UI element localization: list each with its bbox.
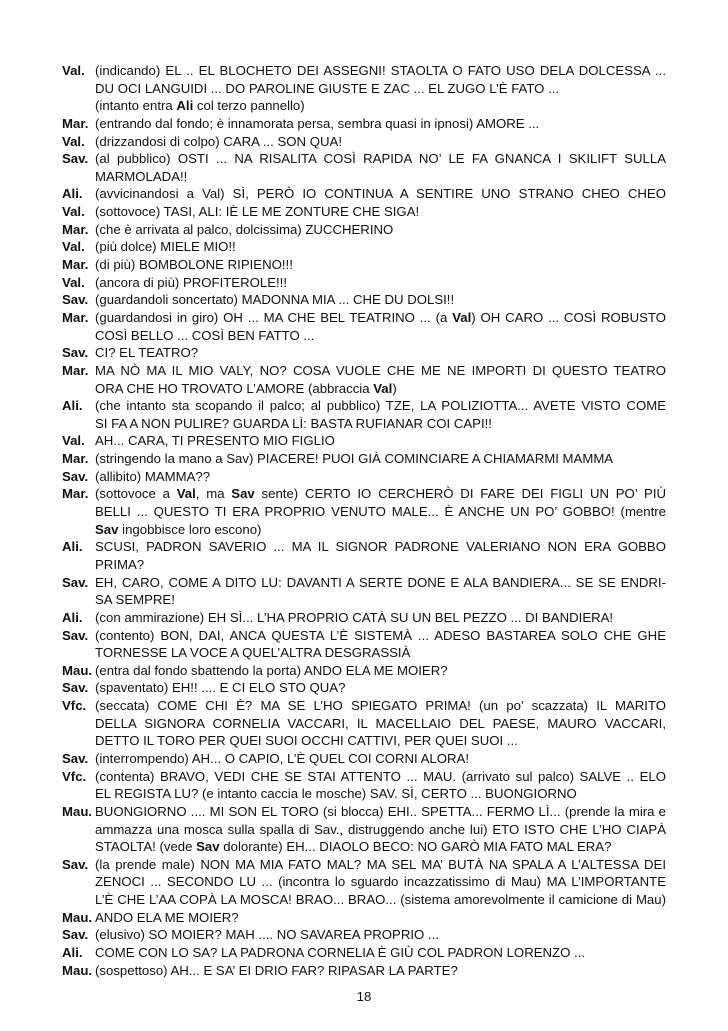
line-text: EH, CARO, COME A DITO LU: DAVANTI A SERTE DONE E ALA BANDIERA... SE SE ENDRI-	[95, 574, 666, 590]
line-text: COSÌ BELLO ... COSÌ BEN FATTO ...	[95, 327, 315, 343]
line-text: (intanto entra	[95, 98, 177, 114]
dialogue-line	[62, 133, 666, 151]
line-text: DU OCI LANGUIDI ... DO PAROLINE GIUSTE E ZAC ... EL ZUGO L’È FATO ...	[95, 80, 560, 96]
line-text: BUONGIORNO .... MI SON EL TORO (si blocca) EHI.. SPETTA... FERMO LÌ... (prende la mira e	[95, 803, 666, 819]
dialogue-line	[62, 397, 666, 415]
speaker-label: Sav.	[62, 574, 89, 590]
line-text: L’È CHE L’AA COPÀ LA MOSCA! BRAO... BRAO... (sistema amorevolmente il camicione di Mau)	[95, 892, 666, 908]
speaker-label: Val.	[62, 433, 85, 449]
line-text: sente) CERTO IO CERCHERÒ DI FARE DEI FIGLI UN PO’ PIÙ	[254, 486, 666, 502]
dialogue-line	[62, 415, 666, 433]
speaker-label: Ali.	[62, 609, 83, 625]
line-text: EL REGISTA LU? (e intanto caccia le mosche) SAV. SÌ, CERTO ... BUONGIORNO	[95, 786, 577, 802]
dialogue-line	[62, 838, 666, 856]
speaker-label: Ali.	[62, 186, 83, 202]
line-text: ammazza una mosca sulla spalla di Sav., distruggendo anche lui) ETO ISTO CHE L’HO CIAPÀ	[95, 821, 666, 837]
character-name: Sav	[196, 839, 220, 855]
line-text: ingobbisce loro escono)	[118, 521, 262, 537]
line-text: ORA CHE HO TROVATO L’AMORE (abbraccia	[95, 380, 374, 396]
dialogue-line	[62, 715, 666, 733]
line-text: (sospettoso) AH... E SA’ EI DRIO FAR? RIPASAR LA PARTE?	[95, 962, 458, 978]
dialogue-line	[62, 891, 666, 909]
dialogue-line	[62, 344, 666, 362]
speaker-label: Mau.	[62, 803, 93, 819]
line-text: DETTO IL TORO PER QUEI SUOI OCCHI CATTIVI, PER QUEI SUOI ...	[95, 733, 518, 749]
line-text: CI? EL TEATRO?	[95, 345, 199, 361]
line-text: (avvicinandosi a Val) SÌ, PERÒ IO CONTINUA A SENTIRE UNO STRANO CHEO CHEO	[95, 186, 666, 202]
line-text: col terzo pannello)	[193, 98, 305, 114]
dialogue-line	[62, 856, 666, 874]
line-text: (indicando) EL .. EL BLOCHETO DEI ASSEGNI! STAOLTA O FATO USO DELA DOLCESSA ...	[95, 63, 666, 78]
line-text: (entrando dal fondo; è innamorata persa, sembra quasi in ipnosi) AMORE ...	[95, 115, 540, 131]
dialogue-line	[62, 644, 666, 662]
speaker-label: Ali.	[62, 945, 83, 961]
dialogue-line	[62, 873, 666, 891]
dialogue-line	[62, 926, 666, 944]
line-text: (sottovoce) TASI, ALI: IÈ LE ME ZONTURE CHE SIGA!	[95, 204, 420, 220]
line-text: (elusivo) SO MOIER? MAH .... NO SAVAREA PROPRIO ...	[95, 927, 439, 943]
dialogue-line	[62, 803, 666, 821]
dialogue-line	[62, 362, 666, 380]
dialogue-line	[62, 944, 666, 962]
line-text: (con ammirazione) EH SÌ... L’HA PROPRIO CATÀ SU UN BEL PEZZO ... DI BANDIERA!	[95, 609, 614, 625]
speaker-label: Mau.	[62, 909, 93, 925]
line-text: ) OH CARO ... COSÌ ROBUSTO	[471, 309, 666, 325]
line-text: MA NÒ MA IL MIO VALY, NO? COSA VUOLE CHE ME NE IMPORTI DI QUESTO TEATRO	[95, 362, 666, 378]
line-text: PRIMA?	[95, 556, 145, 572]
dialogue-line	[62, 732, 666, 750]
speaker-label: Val.	[62, 274, 85, 290]
dialogue-line	[62, 768, 666, 786]
dialogue-line	[62, 62, 666, 80]
dialogue-line	[62, 168, 666, 186]
speaker-label: Sav.	[62, 627, 89, 643]
dialogue-line	[62, 556, 666, 574]
speaker-label: Val.	[62, 239, 85, 255]
dialogue-line	[62, 380, 666, 398]
dialogue-line	[62, 115, 666, 133]
line-text: )	[392, 380, 397, 396]
speaker-label: Mau.	[62, 962, 93, 978]
dialogue-line	[62, 150, 666, 168]
dialogue-line	[62, 591, 666, 609]
dialogue-line	[62, 962, 666, 980]
dialogue-line	[62, 450, 666, 468]
dialogue-line	[62, 256, 666, 274]
character-name: Val	[373, 380, 393, 396]
dialogue-line	[62, 274, 666, 292]
dialogue-line	[62, 432, 666, 450]
dialogue-line	[62, 609, 666, 627]
line-text: (di più) BOMBOLONE RIPIENO!!!	[95, 257, 293, 273]
dialogue-line	[62, 309, 666, 327]
speaker-label: Mar.	[62, 309, 89, 325]
line-text: (allibito) MAMMA??	[95, 468, 211, 484]
speaker-label: Sav.	[62, 680, 89, 696]
speaker-label: Mar.	[62, 451, 89, 467]
dialogue-line	[62, 221, 666, 239]
line-text: (più dolce) MIELE MIO!!	[95, 239, 236, 255]
dialogue-line	[62, 662, 666, 680]
speaker-label: Sav.	[62, 856, 89, 872]
dialogue-line	[62, 238, 666, 256]
speaker-label: Val.	[62, 204, 85, 220]
dialogue-block	[62, 62, 666, 979]
speaker-label: Vfc.	[62, 768, 87, 784]
line-text: (contento) BON, DAI, ANCA QUESTA L’È SISTEMÀ ... ADESO BASTAREA SOLO CHE GHE	[95, 627, 666, 643]
dialogue-line	[62, 468, 666, 486]
dialogue-line	[62, 203, 666, 221]
speaker-label: Sav.	[62, 345, 89, 361]
line-text: (seccata) COME CHI È? MA SE L’HO SPIEGATO PRIMA! (un po’ scazzata) IL MARITO	[95, 698, 666, 714]
speaker-label: Sav.	[62, 468, 89, 484]
speaker-label: Sav.	[62, 927, 89, 943]
dialogue-line	[62, 185, 666, 203]
dialogue-line	[62, 327, 666, 345]
line-text: (stringendo la mano a Sav) PIACERE! PUOI GIÀ COMINCIARE A CHIAMARMI MAMMA	[95, 451, 614, 467]
character-name: Val	[176, 486, 196, 502]
speaker-label: Ali.	[62, 539, 83, 555]
line-text: STAOLTA! (vede	[95, 839, 197, 855]
speaker-label: Sav.	[62, 151, 89, 167]
dialogue-line	[62, 750, 666, 768]
dialogue-line	[62, 80, 666, 98]
line-text: SA SEMPRE!	[95, 592, 175, 608]
dialogue-line	[62, 538, 666, 556]
speaker-label: Mar.	[62, 362, 89, 378]
speaker-label: Mar.	[62, 257, 89, 273]
speaker-label: Val.	[62, 63, 85, 78]
line-text: (sottovoce a	[95, 486, 177, 502]
line-text: (che è arrivata al palco, dolcissima) ZUCCHERINO	[95, 221, 394, 237]
character-name: Sav	[95, 521, 119, 537]
dialogue-line	[62, 97, 666, 115]
speaker-label: Vfc.	[62, 698, 87, 714]
line-text: (interrompendo) AH... O CAPIO, L’È QUEL COI CORNI ALORA!	[95, 750, 470, 766]
speaker-label: Val.	[62, 133, 85, 149]
line-text: (la prende male) NON MA MIA FATO MAL? MA SEL MA’ BUTÀ NA SPALA A L’ALTESSA DEI	[95, 856, 666, 872]
dialogue-line	[62, 521, 666, 539]
line-text: (entra dal fondo sbattendo la porta) ANDO ELA ME MOIER?	[95, 662, 448, 678]
line-text: SI FA A NON PULIRE? GUARDA LÌ: BASTA RUFIANAR COI CAPI!!	[95, 415, 492, 431]
speaker-label: Ali.	[62, 398, 83, 414]
speaker-label: Mar.	[62, 486, 89, 502]
character-name: Ali	[176, 98, 194, 114]
dialogue-line	[62, 503, 666, 521]
speaker-label: Mar.	[62, 115, 89, 131]
speaker-label: Mar.	[62, 221, 89, 237]
line-text: AH... CARA, TI PRESENTO MIO FIGLIO	[95, 433, 335, 449]
character-name: Val	[452, 309, 472, 325]
line-text: (drizzandosi di colpo) CARA ... SON QUA!	[95, 133, 342, 149]
line-text: , ma	[195, 486, 232, 502]
line-text: SCUSI, PADRON SAVERIO ... MA IL SIGNOR PADRONE VALERIANO NON ERA GOBBO	[95, 539, 666, 555]
line-text: ANDO ELA ME MOIER?	[95, 909, 239, 925]
line-text: ZENOCI ... SECONDO LU ... (incontra lo sguardo incazzatissimo di Mau) MA L’IMPORTANTE	[95, 874, 666, 890]
line-text: (che intanto sta scopando il palco; al pubblico) TZE, LA POLIZIOTTA... AVETE VISTO COME	[95, 398, 666, 414]
line-text: (al pubblico) OSTI ... NA RISALITA COSÌ RAPIDA NO’ LE FA GNANCA I SKILIFT SULLA	[95, 151, 666, 167]
speaker-label: Sav.	[62, 750, 89, 766]
dialogue-line	[62, 485, 666, 503]
dialogue-line	[62, 627, 666, 645]
dialogue-line	[62, 909, 666, 927]
line-text: DELLA SIGNORA CORNELIA VACCARI, IL MACELLAIO DEL PAESE, MAURO VACCARI,	[95, 715, 666, 731]
line-text: dolorante) EH... DIAOLO BECO: NO GARÒ MIA FATO MAL ERA?	[219, 839, 612, 855]
character-name: Sav	[231, 486, 255, 502]
dialogue-line	[62, 821, 666, 839]
dialogue-line	[62, 697, 666, 715]
line-text: (ancora di più) PROFITEROLE!!!	[95, 274, 288, 290]
dialogue-line	[62, 291, 666, 309]
line-text: (guardandoli soncertato) MADONNA MIA ... CHE DU DOLSI!!	[95, 292, 455, 308]
line-text: (spaventato) EH!! .... E CI ELO STO QUA?	[95, 680, 346, 696]
dialogue-line	[62, 574, 666, 592]
dialogue-line	[62, 785, 666, 803]
page-number: 18	[356, 989, 372, 1004]
line-text: (guardandosi in giro) OH ... MA CHE BEL TEATRINO ... (a	[95, 309, 453, 325]
line-text: TORNESSE LA VOCE A QUEL’ALTRA DESGRASSIÀ	[95, 645, 411, 661]
line-text: COME CON LO SA? LA PADRONA CORNELIA È GIÙ COL PADRON LORENZO ...	[95, 945, 586, 961]
speaker-label: Sav.	[62, 292, 89, 308]
line-text: (contenta) BRAVO, VEDI CHE SE STAI ATTENTO ... MAU. (arrivato sul palco) SALVE .. ELO	[95, 768, 666, 784]
line-text: BELLI ... QUESTO TI ERA PROPRIO VENUTO MALE... È ANCHE UN PO’ GOBBO! (mentre	[95, 504, 666, 520]
dialogue-line	[62, 679, 666, 697]
speaker-label: Mau.	[62, 662, 93, 678]
line-text: MARMOLADA!!	[95, 168, 188, 184]
